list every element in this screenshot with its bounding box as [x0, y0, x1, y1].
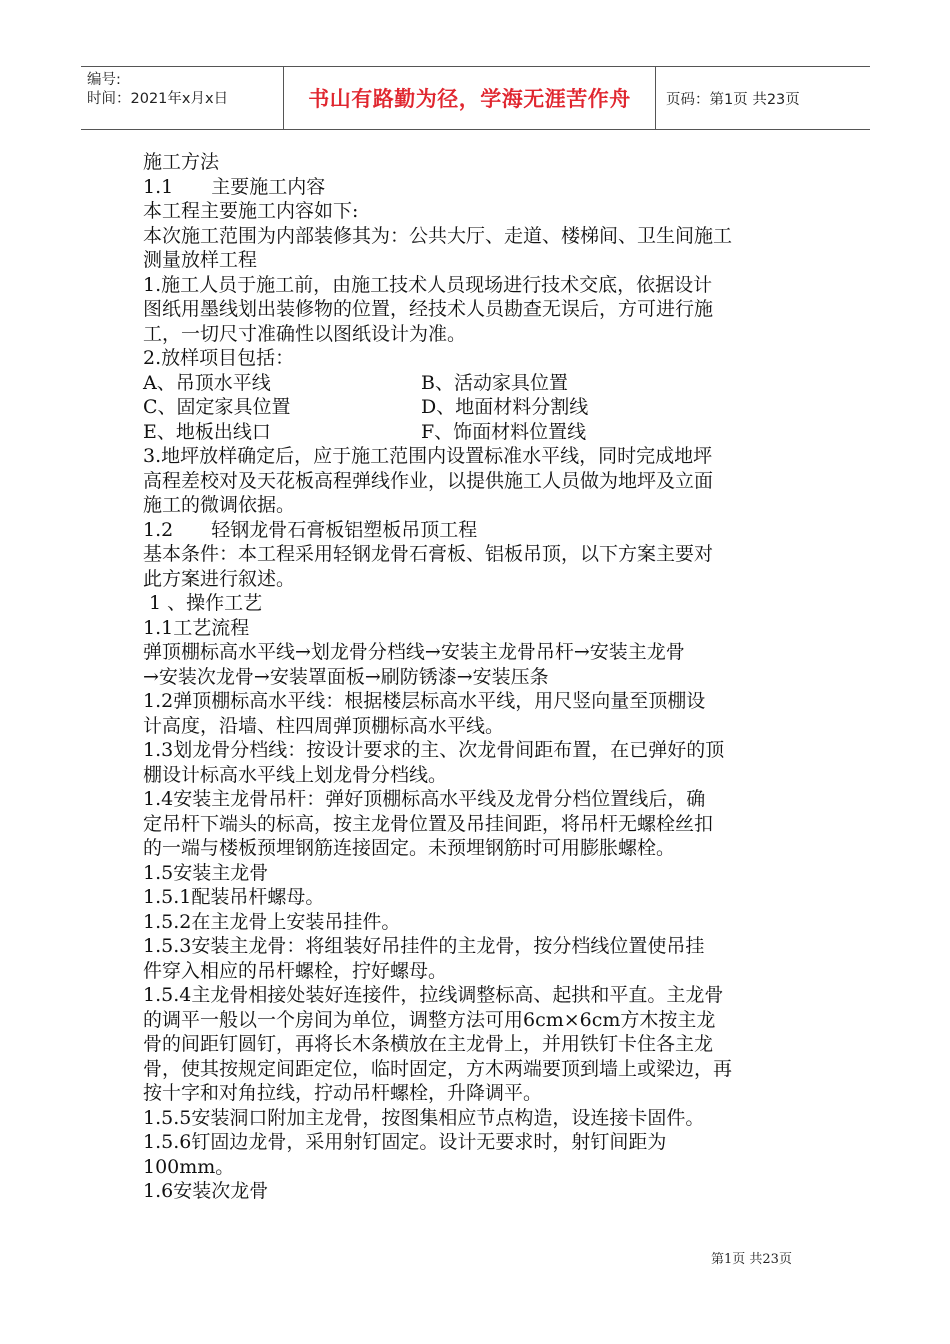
- page-header: [81, 66, 870, 130]
- layout-item-row: [143, 371, 823, 396]
- body-line: 按十字和对角拉线，拧动吊杆螺栓，升降调平。: [143, 1082, 543, 1104]
- layout-item: E、地板出线口: [143, 420, 271, 443]
- body-line: 件穿入相应的吊杆螺栓，拧好螺母。: [143, 959, 448, 982]
- layout-item-row: [143, 420, 823, 445]
- header-motto: 书山有路勤为径，学海无涯苦作舟: [284, 67, 656, 129]
- body-line: 1.4安装主龙骨吊杆：弹好顶棚标高水平线及龙骨分档位置线后，确: [143, 788, 706, 810]
- body-line: 1.6安装次龙骨: [143, 1180, 269, 1202]
- layout-item: F、饰面材料位置线: [421, 420, 587, 443]
- body-line: 1.1 主要施工内容: [143, 175, 326, 198]
- body-line: 测量放样工程: [143, 249, 258, 271]
- body-line: 施工方法: [143, 151, 220, 173]
- date-label: 时间：2021年x月x日: [87, 91, 229, 107]
- layout-item: D、地面材料分割线: [421, 396, 589, 418]
- body-line: 此方案进行叙述。: [143, 567, 296, 590]
- body-line: 计高度，沿墙、柱四周弹顶棚标高水平线。: [143, 714, 505, 737]
- body-line: 工，一切尺寸准确性以图纸设计为准。: [143, 322, 467, 345]
- body-line: 棚设计标高水平线上划龙骨分档线。: [143, 763, 448, 786]
- body-line: 骨，使其按规定间距定位，临时固定，方木两端要顶到墙上或梁边，再: [143, 1057, 733, 1080]
- body-line: 骨的间距钉圆钉，再将长木条横放在主龙骨上，并用铁钉卡住各主龙: [143, 1033, 714, 1055]
- layout-item-row: [143, 395, 823, 420]
- body-line: 的一端与楼板预埋钢筋连接固定。未预埋钢筋时可用膨胀螺栓。: [143, 837, 676, 859]
- layout-item: A、吊顶水平线: [143, 371, 271, 394]
- body-line: 高程差校对及天花板高程弹线作业，以提供施工人员做为地坪及立面: [143, 469, 714, 492]
- body-line: 1 、操作工艺: [143, 592, 263, 614]
- serial-number-label: 编号:: [87, 72, 121, 88]
- document-body: [143, 150, 823, 1204]
- body-line: 2.放样项目包括：: [143, 347, 295, 369]
- layout-item: B、活动家具位置: [421, 371, 568, 394]
- body-line: 本工程主要施工内容如下:: [143, 200, 359, 222]
- body-line: 图纸用墨线划出装修物的位置，经技术人员勘查无误后，方可进行施: [143, 298, 714, 320]
- body-line: 1.5.5安装洞口附加主龙骨，按图集相应节点构造，设连接卡固件。: [143, 1106, 705, 1129]
- body-line: →安装次龙骨→安装罩面板→刷防锈漆→安装压条: [143, 665, 549, 688]
- body-line: 1.5.4主龙骨相接处装好连接件，拉线调整标高、起拱和平直。主龙骨: [143, 984, 724, 1006]
- body-line: 弹顶棚标高水平线→划龙骨分档线→安装主龙骨吊杆→安装主龙骨: [143, 641, 685, 663]
- header-meta: [81, 67, 284, 129]
- body-line: 1.1工艺流程: [143, 616, 250, 639]
- body-line: 定吊杆下端头的标高，按主龙骨位置及吊挂间距，将吊杆无螺栓丝扣: [143, 812, 714, 835]
- body-line: 1.施工人员于施工前，由施工技术人员现场进行技术交底，依据设计: [143, 273, 713, 296]
- body-line: 本次施工范围为内部装修其为：公共大厅、走道、楼梯间、卫生间施工: [143, 224, 733, 247]
- body-line: 1.5.2在主龙骨上安装吊挂件。: [143, 910, 401, 933]
- header-page-info: 页码：第1页 共23页: [666, 91, 800, 108]
- body-line: 1.5.1配装吊杆螺母。: [143, 886, 325, 908]
- body-line: 1.2弹顶棚标高水平线：根据楼层标高水平线，用尺竖向量至顶棚设: [143, 690, 706, 712]
- body-line: 3.地坪放样确定后，应于施工范围内设置标准水平线，同时完成地坪: [143, 445, 713, 467]
- section-heading: 1.2 轻钢龙骨石膏板铝塑板吊顶工程: [143, 518, 478, 541]
- body-line: 1.3划龙骨分档线：按设计要求的主、次龙骨间距布置，在已弹好的顶: [143, 739, 725, 761]
- body-line: 100mm。: [143, 1155, 235, 1178]
- body-line: 施工的微调依据。: [143, 494, 296, 516]
- body-line: 1.5.3安装主龙骨：将组装好吊挂件的主龙骨，按分档线位置使吊挂: [143, 935, 705, 957]
- body-line: 基本条件：本工程采用轻钢龙骨石膏板、铝板吊顶，以下方案主要对: [143, 543, 714, 565]
- body-line: 1.5.6钉固边龙骨，采用射钉固定。设计无要求时，射钉间距为: [143, 1131, 667, 1153]
- body-line: 的调平一般以一个房间为单位，调整方法可用6cm×6cm方木按主龙: [143, 1008, 716, 1031]
- page-footer: 第1页 共23页: [711, 1252, 792, 1267]
- layout-item: C、固定家具位置: [143, 396, 291, 418]
- body-line: 1.5安装主龙骨: [143, 861, 269, 884]
